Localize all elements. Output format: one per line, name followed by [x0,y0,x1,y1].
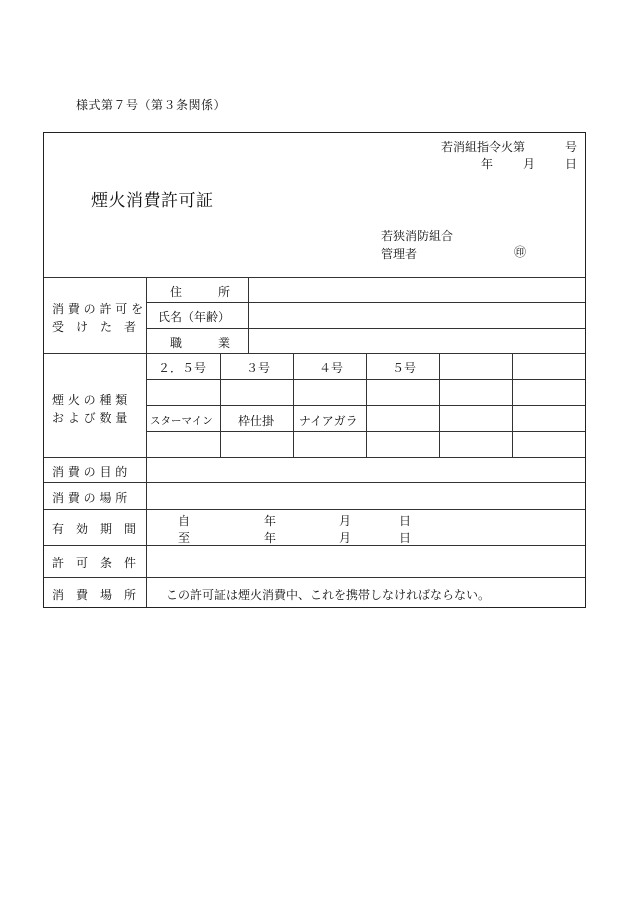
validity-from-year: 年 [264,514,277,528]
occupation-label: 職 業 [170,336,231,350]
notice-text: この許可証は煙火消費中、これを携帯しなければならない。 [166,588,491,602]
fireworks-label-line1: 煙 火 の 種 類 [52,393,128,407]
divider [44,545,585,546]
validity-to-year: 年 [264,531,277,545]
divider [44,277,585,278]
divider [44,353,585,354]
size-3: ３号 [246,361,271,375]
validity-label: 有 効 期 間 [52,522,137,536]
divider [44,482,585,483]
ref-suffix: 号 [564,140,577,154]
address-label: 住 所 [170,285,231,299]
divider [44,577,585,578]
name-age-label: 氏名（年齢） [158,310,231,324]
type-star-mine: スターマイン [150,415,213,427]
date-month: 月 [522,157,535,171]
size-4: ４号 [319,361,344,375]
size-2-5: ２．５号 [158,361,207,375]
divider [146,328,585,329]
reference-number [441,138,577,155]
issue-date [481,155,577,172]
size-5: ５号 [392,361,417,375]
type-frame-setpiece: 枠仕掛 [238,414,275,428]
seal-mark: ㊞ [514,245,527,259]
ref-prefix: 若消組指令火第 [440,140,525,154]
purpose-label: 消 費 の 目 的 [52,465,128,479]
issuer-role: 管理者 [381,247,418,261]
type-niagara: ナイアガラ [299,414,358,428]
divider [439,353,440,457]
divider [146,277,147,607]
notice-label: 消 費 場 所 [52,588,137,602]
issuer-organization: 若狭消防組合 [381,229,454,243]
applicant-label-line2: 受 け た 者 [52,320,137,334]
validity-from-day: 日 [399,514,412,528]
divider [248,277,249,353]
form-header [44,133,585,278]
applicant-label-line1: 消 費 の 許 可 を [52,302,144,316]
date-year: 年 [480,157,493,171]
divider [146,302,585,303]
form-number: 様式第７号（第３条関係） [76,98,227,112]
permit-form [43,132,586,608]
divider [293,353,294,457]
validity-from: 自 [178,514,191,528]
validity-from-month: 月 [339,514,352,528]
date-day: 日 [564,157,577,171]
divider [44,509,585,510]
validity-to-day: 日 [399,531,412,545]
validity-to: 至 [178,531,191,545]
divider [220,353,221,457]
fireworks-label-line2: お よ び 数 量 [52,411,128,425]
conditions-label: 許 可 条 件 [52,556,137,570]
divider [44,457,585,458]
divider [366,353,367,457]
divider [512,353,513,457]
validity-to-month: 月 [339,531,352,545]
place-label: 消 費 の 場 所 [52,491,128,505]
document-title: 煙火消費許可証 [91,191,214,211]
